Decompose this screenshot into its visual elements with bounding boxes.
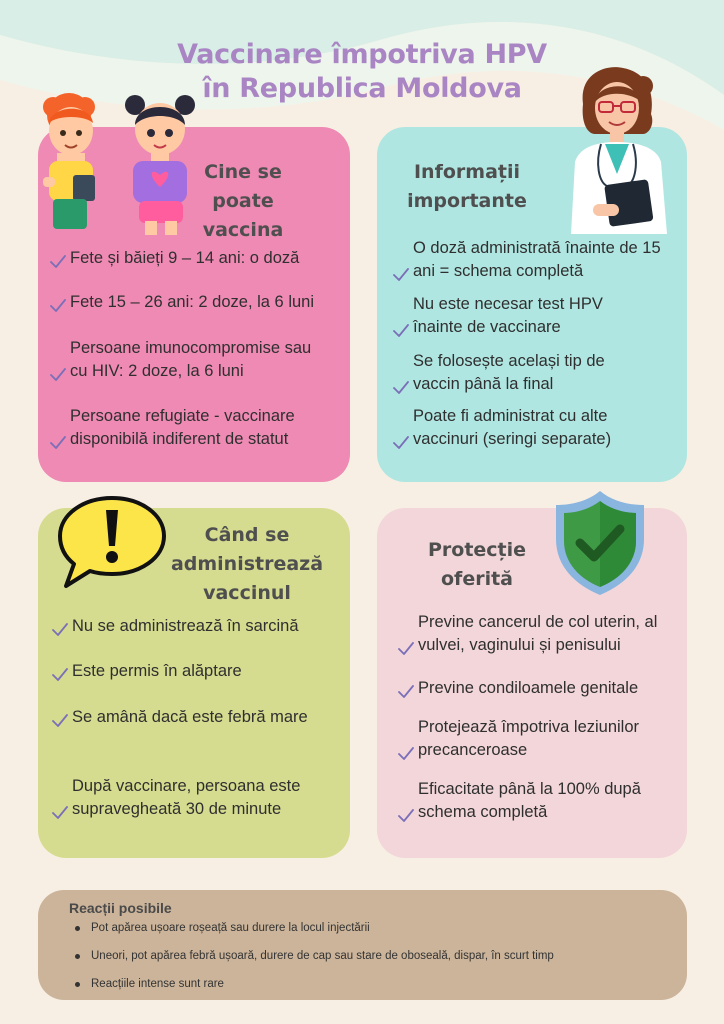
card-who-title-line-1: Cine se poate	[204, 161, 282, 212]
check-icon	[50, 436, 66, 450]
list-item-text: Previne cancerul de col uterin, al vulvei, vaginului și penisului	[418, 613, 658, 654]
list-item-text: Previne condiloamele genitale	[418, 679, 639, 697]
list-item	[418, 778, 680, 824]
list-item-text: Persoane refugiate - vaccinare disponibilă indiferent de statut	[70, 407, 295, 448]
card-protection-title-line-1: Protecție	[427, 539, 527, 561]
list-item	[70, 405, 342, 451]
list-item	[72, 660, 342, 683]
list-item-text: Fete 15 – 26 ani: 2 doze, la 6 luni	[70, 293, 315, 311]
check-icon	[398, 685, 414, 699]
check-icon	[393, 268, 409, 282]
reactions-title: Reacții posibile	[69, 900, 172, 916]
card-when-title-line-1: Când se	[204, 524, 290, 546]
reactions-list	[69, 921, 679, 1002]
possible-reactions-box	[38, 890, 687, 1000]
list-item	[72, 775, 342, 821]
list-item-text: Protejează împotriva leziunilor precanceroase	[418, 718, 640, 759]
check-icon	[398, 642, 414, 656]
check-icon	[52, 714, 68, 728]
list-item-text: O doză administrată înainte de 15 ani = schema completă	[413, 239, 661, 280]
shield-check-icon	[552, 487, 648, 599]
check-icon	[52, 668, 68, 682]
check-icon	[50, 368, 66, 382]
list-item-text: Este permis în alăptare	[72, 662, 242, 680]
title-line-2: în Republica Moldova	[202, 73, 522, 104]
list-item	[72, 615, 342, 638]
card-when-title-line-2: administrează	[170, 553, 324, 575]
card-when-title-line-3: vaccinul	[203, 582, 291, 604]
exclamation-icon	[56, 494, 168, 590]
list-item	[70, 337, 332, 383]
list-item-text: Se amână dacă este febră mare	[72, 708, 308, 726]
doctor-illustration	[565, 64, 673, 234]
list-item-text: După vaccinare, persoana este supravegheată 30 de minute	[72, 777, 301, 818]
list-item-text: Fete și băieți 9 – 14 ani: o doză	[70, 249, 300, 267]
list-item	[413, 350, 653, 396]
list-item-text: Nu se administrează în sarcină	[72, 617, 299, 635]
list-item	[413, 237, 677, 283]
list-item-text: Eficacitate până la 100% după schema completă	[418, 780, 641, 821]
card-when-title	[167, 521, 327, 608]
check-icon	[393, 381, 409, 395]
reaction-item: Reacțiile intense sunt rare	[69, 977, 679, 992]
list-item	[418, 611, 680, 657]
card-who-title	[185, 158, 301, 245]
card-protection-title-line-2: oferită	[441, 568, 513, 590]
list-item	[70, 291, 342, 314]
list-item-text: Persoane imunocompromise sau cu HIV: 2 doze, la 6 luni	[70, 339, 312, 380]
reaction-item: Pot apărea ușoare roșeață sau durere la locul injectării	[69, 921, 679, 936]
list-item-text: Se folosește același tip de vaccin până la final	[413, 352, 605, 393]
list-item-text: Nu este necesar test HPV înainte de vaccinare	[413, 295, 603, 336]
reaction-item: Uneori, pot apărea febră ușoară, durere de cap sau stare de oboseală, dispar, în scurt timp	[69, 949, 679, 964]
list-item-text: Poate fi administrat cu alte vaccinuri (seringi separate)	[413, 407, 612, 448]
title-line-1: Vaccinare împotriva HPV	[177, 39, 547, 70]
list-item	[418, 677, 680, 700]
check-icon	[50, 299, 66, 313]
list-item	[418, 716, 680, 762]
card-info-title-line-1: Informații	[413, 161, 520, 183]
check-icon	[393, 436, 409, 450]
card-protection-title	[418, 536, 536, 594]
check-icon	[393, 324, 409, 338]
children-illustration	[35, 93, 195, 238]
card-who-title-line-2: vaccina	[202, 219, 284, 241]
check-icon	[398, 747, 414, 761]
check-icon	[52, 806, 68, 820]
check-icon	[52, 623, 68, 637]
card-info-title-line-2: importante	[407, 190, 527, 212]
list-item	[413, 405, 677, 451]
list-item	[413, 293, 653, 339]
card-info-title	[403, 158, 531, 216]
check-icon	[50, 255, 66, 269]
list-item	[70, 247, 342, 270]
list-item	[72, 706, 317, 729]
check-icon	[398, 809, 414, 823]
